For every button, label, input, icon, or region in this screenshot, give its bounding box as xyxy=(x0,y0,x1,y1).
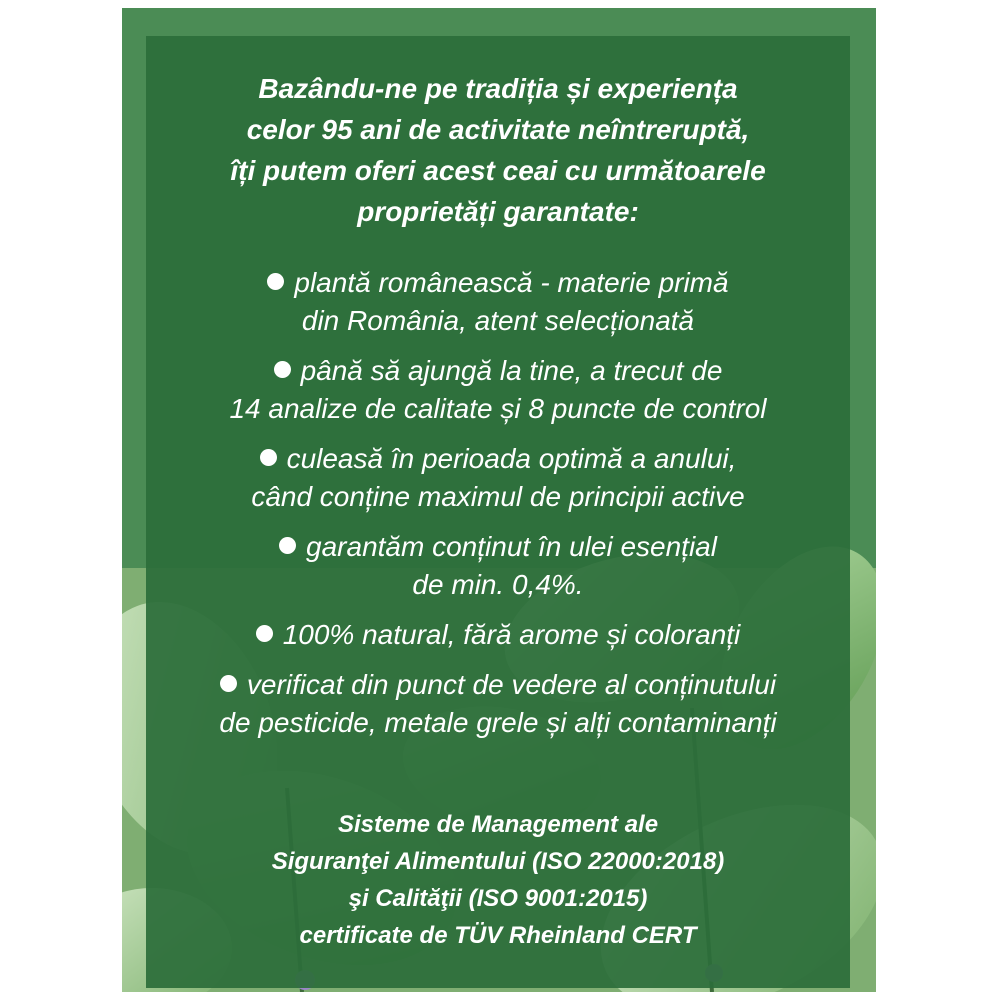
tea-description xyxy=(146,36,850,988)
intro-line: Bazându-ne pe tradiția și experiența xyxy=(258,73,738,104)
property-item xyxy=(146,352,850,428)
property-text: când conține maximul de principii active xyxy=(251,481,745,512)
white-dot-icon xyxy=(260,449,277,466)
property-text: plantă românească - materie primă xyxy=(294,267,729,298)
certification-note xyxy=(146,806,850,954)
properties-list xyxy=(146,264,850,754)
text-overlay xyxy=(146,36,850,988)
property-text: culeasă în perioada optimă a anului, xyxy=(286,443,737,474)
property-text: 14 analize de calitate și 8 puncte de control xyxy=(229,393,767,424)
intro-line: proprietăți garantate: xyxy=(357,196,639,227)
property-item xyxy=(146,528,850,604)
property-item xyxy=(146,440,850,516)
certification-line: Sisteme de Management ale xyxy=(337,811,659,838)
white-dot-icon xyxy=(274,361,291,378)
intro-line: celor 95 ani de activitate neîntreruptă, xyxy=(246,114,750,145)
property-text: garantăm conținut în ulei esențial xyxy=(306,531,717,562)
white-dot-icon xyxy=(256,625,273,642)
property-item xyxy=(146,264,850,340)
property-item xyxy=(146,616,850,654)
property-item xyxy=(146,666,850,742)
white-dot-icon xyxy=(279,537,296,554)
property-text: verificat din punct de vedere al conținutului xyxy=(246,669,777,700)
certification-line: Siguranţei Alimentului (ISO 22000:2018) xyxy=(271,848,725,875)
tea-info-panel xyxy=(122,8,876,992)
certification-line: certificate de TÜV Rheinland CERT xyxy=(299,922,697,949)
property-text: până să ajungă la tine, a trecut de xyxy=(300,355,723,386)
white-dot-icon xyxy=(267,273,284,290)
property-text: de pesticide, metale grele și alți contaminanți xyxy=(219,707,777,738)
certification-line: şi Calităţii (ISO 9001:2015) xyxy=(348,885,648,912)
white-dot-icon xyxy=(220,675,237,692)
property-text: de min. 0,4%. xyxy=(412,569,584,600)
property-text: 100% natural, fără arome și coloranți xyxy=(282,619,741,650)
property-text: din România, atent selecționată xyxy=(301,305,695,336)
intro-paragraph xyxy=(146,68,850,232)
intro-line: îți putem oferi acest ceai cu următoarele xyxy=(230,155,766,186)
